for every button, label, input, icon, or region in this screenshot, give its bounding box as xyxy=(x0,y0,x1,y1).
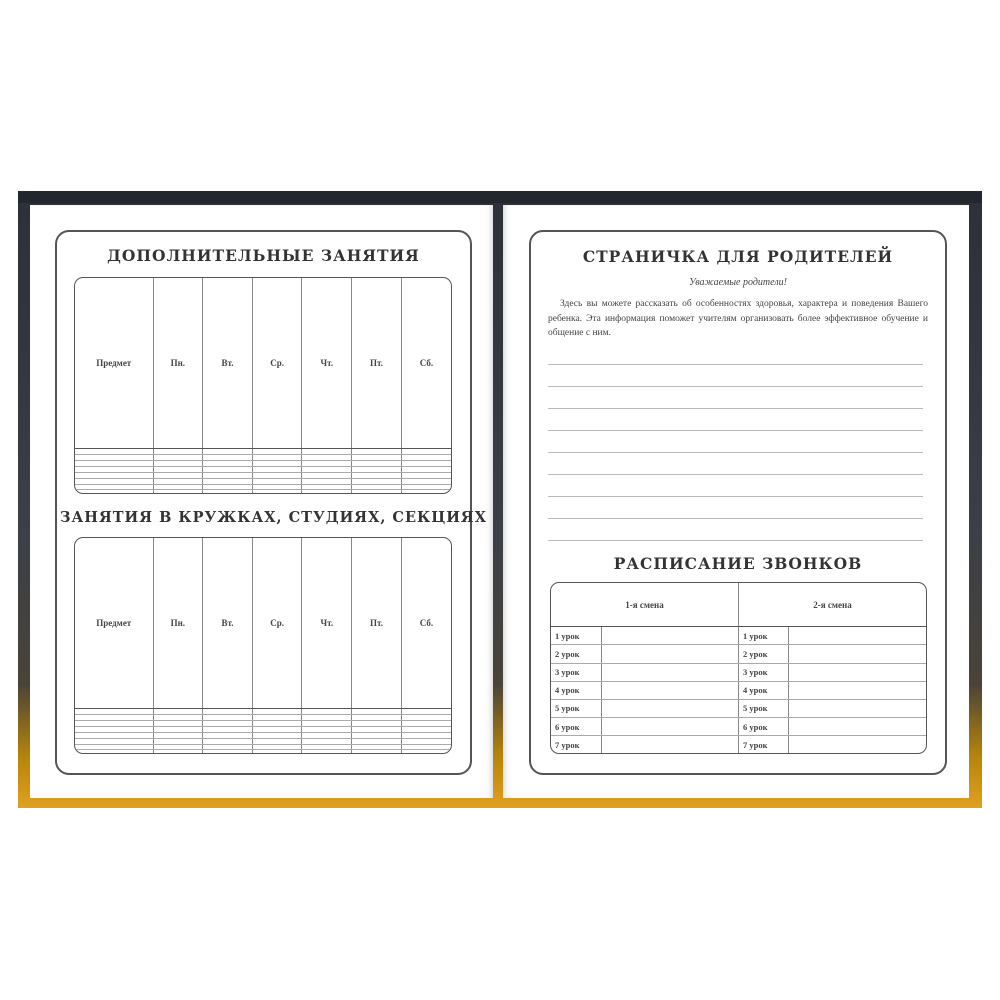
extra-lessons-header-cell: Предмет xyxy=(75,278,153,448)
clubs-cell[interactable] xyxy=(153,750,203,753)
extra-lessons-header-cell: Чт. xyxy=(302,278,352,448)
bells-row xyxy=(551,699,926,717)
extra-lessons-header-cell: Ср. xyxy=(252,278,302,448)
lesson-time-cell[interactable] xyxy=(601,645,739,663)
bells-row xyxy=(551,663,926,681)
lesson-label: 7 урок xyxy=(551,736,601,753)
extra-lessons-cell[interactable] xyxy=(302,490,352,493)
lesson-time-cell[interactable] xyxy=(601,717,739,735)
clubs-table xyxy=(74,537,452,754)
extra-lessons-cell[interactable] xyxy=(75,490,153,493)
extra-lessons-cell[interactable] xyxy=(203,490,253,493)
lesson-label: 6 урок xyxy=(551,717,601,735)
bells-header-row xyxy=(551,583,926,627)
lesson-label: 7 урок xyxy=(739,736,789,753)
lesson-time-cell[interactable] xyxy=(601,627,739,645)
lesson-label: 5 урок xyxy=(551,699,601,717)
lesson-time-cell[interactable] xyxy=(789,645,927,663)
writing-line[interactable] xyxy=(548,474,923,475)
clubs-header-row xyxy=(75,538,451,708)
extra-lessons-cell[interactable] xyxy=(352,490,402,493)
clubs-header-cell: Вт. xyxy=(203,538,253,708)
clubs-cell[interactable] xyxy=(352,750,402,753)
lesson-time-cell[interactable] xyxy=(601,681,739,699)
clubs-header-cell: Пт. xyxy=(352,538,402,708)
parents-title: СТРАНИЧКА ДЛЯ РОДИТЕЛЕЙ xyxy=(582,247,894,266)
clubs-cell[interactable] xyxy=(252,750,302,753)
lesson-label: 5 урок xyxy=(739,699,789,717)
clubs-title: ЗАНЯТИЯ В КРУЖКАХ, СТУДИЯХ, СЕКЦИЯХ xyxy=(60,509,487,526)
writing-line[interactable] xyxy=(548,408,923,409)
extra-lessons-header-cell: Вт. xyxy=(203,278,253,448)
bells-table xyxy=(550,582,927,754)
lesson-time-cell[interactable] xyxy=(601,736,739,753)
clubs-header-cell: Чт. xyxy=(302,538,352,708)
extra-lessons-header-cell: Сб. xyxy=(401,278,451,448)
parents-greeting: Уважаемые родители! xyxy=(688,277,787,288)
cover-spine-top xyxy=(18,191,982,203)
lesson-time-cell[interactable] xyxy=(789,736,927,753)
lesson-time-cell[interactable] xyxy=(789,699,927,717)
lesson-label: 2 урок xyxy=(551,645,601,663)
lesson-time-cell[interactable] xyxy=(601,699,739,717)
bells-row xyxy=(551,645,926,663)
bells-row xyxy=(551,627,926,645)
clubs-header-cell: Сб. xyxy=(401,538,451,708)
lesson-label: 1 урок xyxy=(739,627,789,645)
extra-lessons-cell[interactable] xyxy=(153,490,203,493)
clubs-header-cell: Пн. xyxy=(153,538,203,708)
extra-lessons-header-cell: Пт. xyxy=(352,278,402,448)
clubs-cell[interactable] xyxy=(401,750,451,753)
writing-line[interactable] xyxy=(548,540,923,541)
extra-lessons-header-cell: Пн. xyxy=(153,278,203,448)
clubs-cell[interactable] xyxy=(203,750,253,753)
lesson-label: 3 урок xyxy=(739,663,789,681)
clubs-row xyxy=(75,750,451,753)
writing-line[interactable] xyxy=(548,430,923,431)
bells-row xyxy=(551,736,926,753)
extra-lessons-cell[interactable] xyxy=(252,490,302,493)
lesson-label: 4 урок xyxy=(551,681,601,699)
writing-line[interactable] xyxy=(548,496,923,497)
extra-lessons-header-row xyxy=(75,278,451,448)
lesson-label: 3 урок xyxy=(551,663,601,681)
clubs-cell[interactable] xyxy=(75,750,153,753)
bells-title: РАСПИСАНИЕ ЗВОНКОВ xyxy=(613,554,863,573)
extra-lessons-row xyxy=(75,490,451,493)
lesson-time-cell[interactable] xyxy=(789,681,927,699)
writing-line[interactable] xyxy=(548,518,923,519)
extra-lessons-cell[interactable] xyxy=(401,490,451,493)
writing-line[interactable] xyxy=(548,386,923,387)
extra-lessons-title: ДОПОЛНИТЕЛЬНЫЕ ЗАНЯТИЯ xyxy=(107,246,420,265)
shift1-header: 1-я смена xyxy=(551,583,739,627)
lesson-time-cell[interactable] xyxy=(789,627,927,645)
lesson-label: 2 урок xyxy=(739,645,789,663)
extra-lessons-table xyxy=(74,277,452,494)
lesson-time-cell[interactable] xyxy=(601,663,739,681)
lesson-label: 6 урок xyxy=(739,717,789,735)
lesson-time-cell[interactable] xyxy=(789,663,927,681)
shift2-header: 2-я смена xyxy=(739,583,927,627)
writing-line[interactable] xyxy=(548,452,923,453)
bells-row xyxy=(551,717,926,735)
lesson-label: 4 урок xyxy=(739,681,789,699)
writing-line[interactable] xyxy=(548,364,923,365)
bells-row xyxy=(551,681,926,699)
lesson-label: 1 урок xyxy=(551,627,601,645)
parents-text: Здесь вы можете рассказать об особенностях здоровья, характера и поведения Вашего ребенка. Эта информация поможет учителям организовать более эффективное обучение и общение с ним. xyxy=(548,299,928,338)
clubs-header-cell: Предмет xyxy=(75,538,153,708)
lesson-time-cell[interactable] xyxy=(789,717,927,735)
clubs-cell[interactable] xyxy=(302,750,352,753)
clubs-header-cell: Ср. xyxy=(252,538,302,708)
